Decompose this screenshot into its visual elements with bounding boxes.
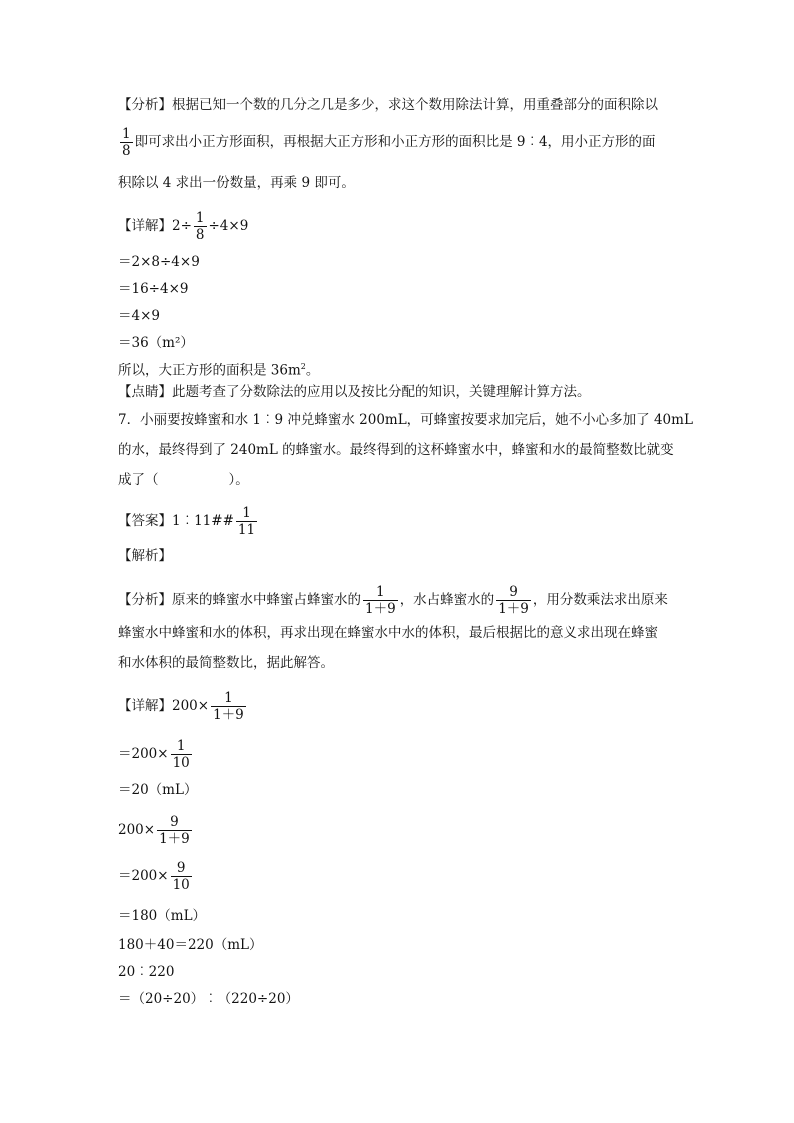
fraction: $\frac{9}{1+9}$ [498,584,529,617]
question-line-3: 成了（ ）。 [118,472,249,488]
detail2-line-6: ＝180（mL） [118,908,207,924]
detail2-line-1: 【详解】200× $\frac{1}{1+9}$ [118,690,244,723]
detail-label: 【详解】 [118,698,172,714]
fraction: $\frac{1}{11}$ [237,505,256,538]
detail-step: ＝36（m²） [118,335,194,351]
fraction: $\frac{1}{1+9}$ [213,690,244,723]
comment-label: 【点睛】 [118,384,172,400]
detail2-line-5: ＝200× $\frac{9}{10}$ [118,860,190,893]
analysis-label: 【分析】 [118,97,172,113]
detail2-line-2: ＝200× $\frac{1}{10}$ [118,738,190,771]
detail2-line-3: ＝20（mL） [118,782,198,798]
detail-step: ＝2×8÷4×9 [118,254,200,270]
analysis-line-2 [118,126,656,159]
answer-label: 【答案】 [118,513,172,529]
explain-label: 【解析】 [118,548,172,564]
fraction: $\frac{9}{10}$ [172,860,190,893]
answer-line: 【答案】1︰11## $\frac{1}{11}$ [118,505,256,538]
analysis-text: 即可求出小正方形面积，再根据大正方形和小正方形的面积比是 9︰4，用小正方形的面 [134,134,656,150]
detail-step: ＝16÷4×9 [118,281,189,297]
fraction: $\frac{1}{8}$ [195,210,205,243]
fraction: $\frac{9}{1+9}$ [159,814,190,847]
analysis2-line-1: 【分析】原来的蜂蜜水中蜂蜜占蜂蜜水的 $\frac{1}{1+9}$ ，水占蜂蜜水的 $\frac{9}{1+9}$ ，用分数乘法求出原来 [118,584,668,617]
detail-label: 【详解】 [118,218,172,234]
detail2-line-9: ＝（20÷20）︰（220÷20） [118,991,299,1007]
conclusion: 所以，大正方形的面积是 $36m^2$。 [118,362,320,379]
comment-line: 【点睛】此题考查了分数除法的应用以及按比分配的知识，关键理解计算方法。 [118,384,591,400]
detail-line-1: 【详解】2÷ $\frac{1}{8}$ ÷4×9 [118,210,249,243]
detail-step: ＝4×9 [118,308,160,324]
analysis-line-1 [118,96,658,114]
question-line-1: 7．小丽要按蜂蜜和水 1︰9 冲兑蜂蜜水 200mL，可蜂蜜按要求加完后，她不小心多加了 40mL [118,412,693,428]
fraction: $\frac{1}{1+9}$ [365,584,396,617]
analysis-line-3: 积除以 4 求出一份数量，再乘 9 即可。 [118,175,355,191]
analysis-label: 【分析】 [118,592,172,608]
fraction: $\frac{1}{10}$ [172,738,190,771]
detail2-line-7: 180＋40＝220（mL） [118,937,263,953]
analysis2-line-2: 蜂蜜水中蜂蜜和水的体积，再求出现在蜂蜜水中水的体积，最后根据比的意义求出现在蜂蜜 [118,625,658,641]
question-line-2: 的水，最终得到了 240mL 的蜂蜜水。最终得到的这杯蜂蜜水中，蜂蜜和水的最简整数比就变 [118,442,674,458]
analysis-text: 根据已知一个数的几分之几是多少，求这个数用除法计算，用重叠部分的面积除以 [172,97,658,113]
detail2-line-8: 20︰220 [118,964,175,980]
fraction: $\frac{1}{8}$ [122,126,131,159]
analysis2-line-3: 和水体积的最简整数比，据此解答。 [118,655,334,671]
detail2-line-4: 200× $\frac{9}{1+9}$ [118,814,190,847]
